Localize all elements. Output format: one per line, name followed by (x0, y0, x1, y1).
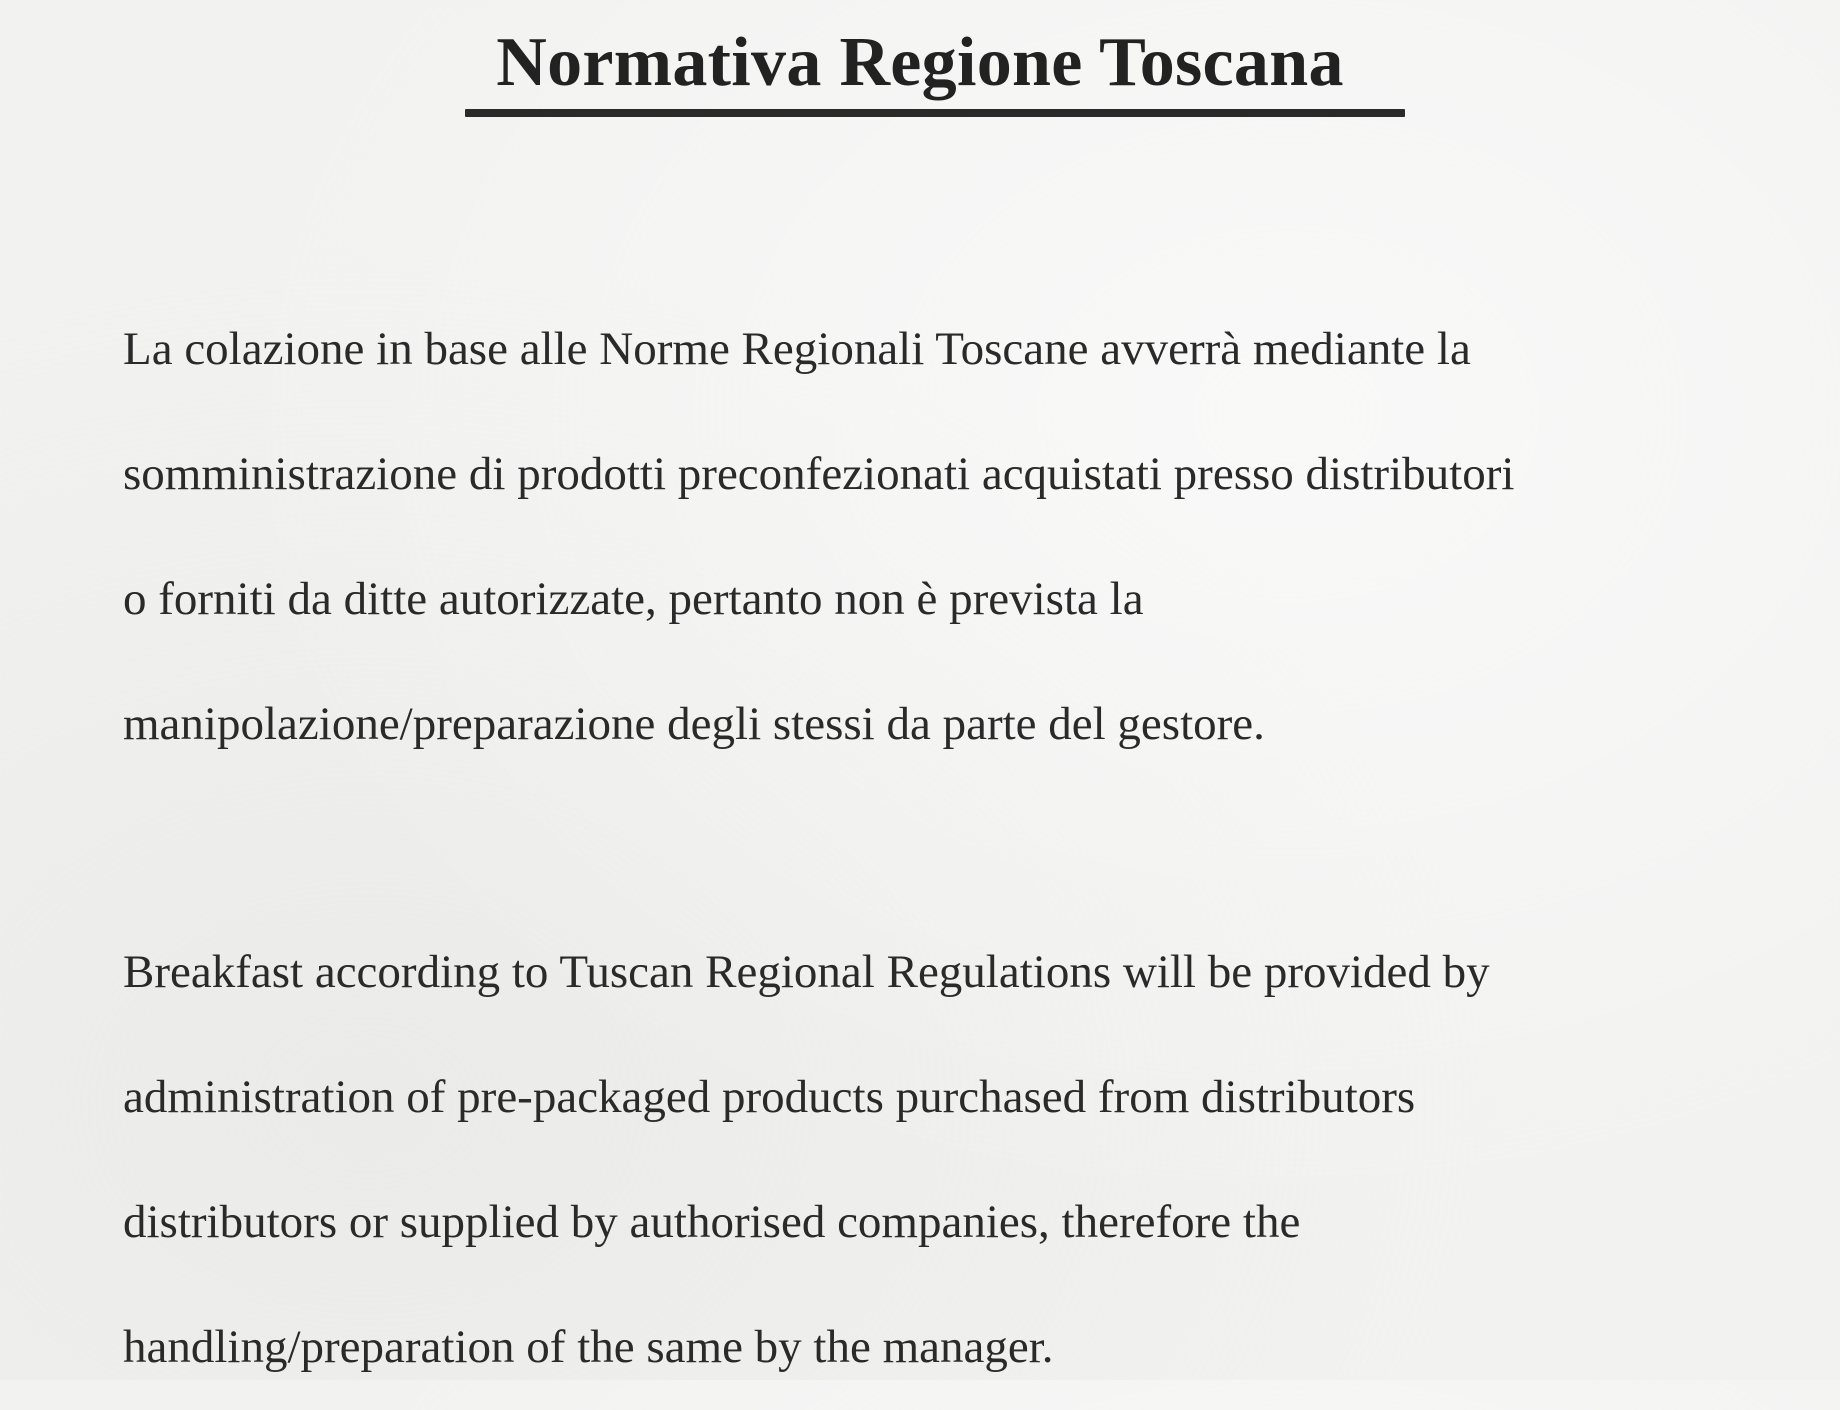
paragraph-english (123, 910, 1763, 1410)
paragraph-line: La colazione in base alle Norme Regionali Toscane avverrà mediante la (123, 323, 1471, 375)
paragraph-line: somministrazione di prodotti preconfezionati acquistati presso distributori (123, 448, 1515, 500)
paragraph-line: administration of pre-packaged products purchased from distributors (123, 1071, 1416, 1123)
paragraph-line: Breakfast according to Tuscan Regional Regulations will be provided by (123, 946, 1490, 998)
paragraph-italian (123, 287, 1763, 787)
document-title: Normativa Regione Toscana (496, 24, 1344, 101)
paragraph-line: handling/preparation of the same by the manager. (123, 1321, 1054, 1373)
title-underline (465, 109, 1405, 117)
paragraph-line: manipolazione/preparazione degli stessi da parte del gestore. (123, 698, 1265, 750)
paragraph-line: o forniti da ditte autorizzate, pertanto non è prevista la (123, 573, 1144, 625)
paragraph-line: distributors or supplied by authorised companies, therefore the (123, 1196, 1301, 1248)
